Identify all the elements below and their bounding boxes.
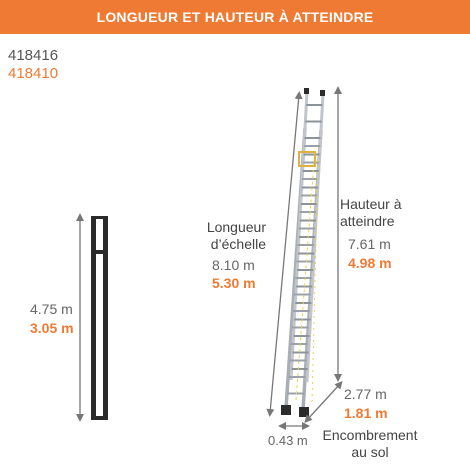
ladder-length-orange: 5.30 m bbox=[212, 275, 256, 291]
reference-code-orange: 418410 bbox=[8, 65, 59, 82]
footprint-orange: 1.81 m bbox=[344, 405, 388, 421]
banner-title: LONGUEUR ET HAUTEUR À ATTEINDRE bbox=[96, 9, 374, 25]
ladder-length-label-line2: d’échelle bbox=[210, 236, 266, 252]
folded-height-gray: 4.75 m bbox=[30, 301, 73, 317]
ladder-length-gray: 8.10 m bbox=[212, 257, 255, 273]
reference-code-gray: 418416 bbox=[8, 47, 59, 64]
ladder-length-arrow bbox=[270, 95, 299, 413]
extension-ladder-icon bbox=[281, 88, 325, 417]
reach-height-label-line2: atteindre bbox=[340, 213, 395, 229]
footprint-gray: 2.77 m bbox=[344, 386, 387, 402]
base-width-value: 0.43 m bbox=[268, 433, 308, 448]
reach-height-orange: 4.98 m bbox=[348, 255, 392, 271]
folded-ladder-icon bbox=[91, 216, 108, 420]
reach-height-label-line1: Hauteur à bbox=[340, 196, 402, 212]
folded-height-orange: 3.05 m bbox=[30, 320, 74, 336]
footprint-label-line2: au sol bbox=[351, 444, 389, 460]
reach-height-gray: 7.61 m bbox=[348, 236, 391, 252]
footprint-label-line1: Encombrement bbox=[322, 427, 418, 443]
ladder-length-label-line1: Longueur bbox=[206, 219, 266, 235]
